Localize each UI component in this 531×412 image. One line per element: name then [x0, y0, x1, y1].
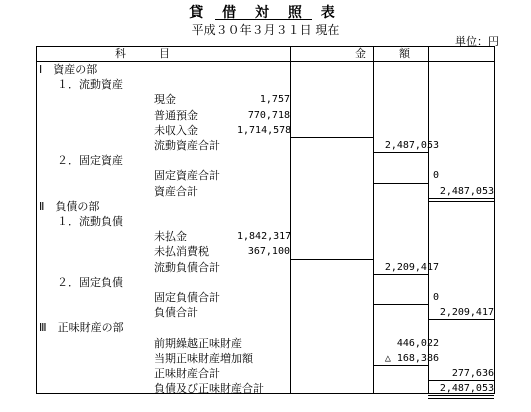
amount-c2: 446,022 [396, 337, 439, 349]
table-row [37, 336, 494, 351]
table-row [37, 138, 494, 153]
balance-sheet-table [36, 46, 495, 394]
amount-c3: 277,636 [451, 368, 494, 379]
unit-label: 単位：円 [455, 35, 499, 48]
account-label: 固定資産合計 [154, 169, 220, 183]
amount-c3: 2,209,417 [439, 307, 494, 319]
account-label: 普通預金 [154, 108, 198, 122]
table-row [37, 77, 494, 92]
account-label: １．流動負債 [57, 215, 123, 228]
document-title: 貸 借 対 照 表 [189, 5, 342, 21]
account-column-header: 科 目 [115, 47, 170, 60]
account-label: 負債合計 [154, 306, 198, 320]
amount-c2: △ 168,386 [384, 352, 439, 364]
account-label: 現金 [154, 93, 176, 107]
amount-c2: 2,487,053 [384, 140, 439, 151]
account-label: 正味財産合計 [154, 367, 220, 380]
account-label: 未払消費税 [154, 245, 209, 259]
amount-c1: 770,718 [247, 109, 290, 121]
table-row [37, 214, 494, 229]
amount-c1: 1,757 [259, 94, 290, 106]
account-label: 固定負債合計 [154, 291, 220, 304]
account-label: 当期正味財産増加額 [154, 351, 253, 365]
table-row [37, 199, 494, 214]
account-label: 未払金 [154, 230, 187, 244]
amount-c3: 2,487,053 [439, 383, 494, 395]
table-row [37, 305, 494, 320]
amount-c2: 2,209,417 [384, 261, 439, 273]
table-row [37, 62, 494, 77]
table-row [37, 229, 494, 244]
account-label: 前期繰越正味財産 [154, 336, 242, 350]
table-row [37, 123, 494, 138]
amount-c1: 367,100 [247, 246, 290, 258]
account-label: Ⅱ 負債の部 [39, 199, 100, 213]
account-label: 流動負債合計 [154, 260, 220, 274]
table-row [37, 366, 494, 381]
table-row [37, 260, 494, 275]
table-row [37, 168, 494, 183]
table-row [37, 381, 494, 396]
account-label: 資産合計 [154, 184, 198, 198]
amount-c2: 0 [432, 292, 439, 303]
report-date: 平成３０年３月３１日 現在 [191, 23, 340, 37]
table-row [37, 244, 494, 259]
account-label: Ⅰ 資産の部 [39, 63, 98, 76]
table-row [37, 153, 494, 168]
table-row [37, 320, 494, 335]
title-underline [215, 19, 312, 20]
table-row [37, 351, 494, 366]
amount-c1: 1,842,317 [237, 231, 292, 243]
table-row [37, 92, 494, 107]
double-underline [428, 395, 494, 399]
amount-c2: 0 [432, 170, 439, 182]
table-row [37, 290, 494, 305]
account-label: 負債及び正味財産合計 [154, 382, 264, 396]
account-label: １．流動資産 [57, 78, 123, 92]
account-label: ２．固定負債 [57, 275, 123, 289]
account-label: ２．固定資産 [57, 154, 123, 168]
amount-c3: 2,487,053 [439, 185, 494, 197]
amount-column-header: 金 額 [355, 47, 410, 60]
account-label: 未収入金 [154, 123, 198, 137]
table-row [37, 108, 494, 123]
amount-c1: 1,714,578 [237, 124, 292, 136]
account-label: 流動資産合計 [154, 139, 220, 152]
table-row [37, 275, 494, 290]
table-row [37, 184, 494, 199]
account-label: Ⅲ 正味財産の部 [39, 321, 124, 335]
